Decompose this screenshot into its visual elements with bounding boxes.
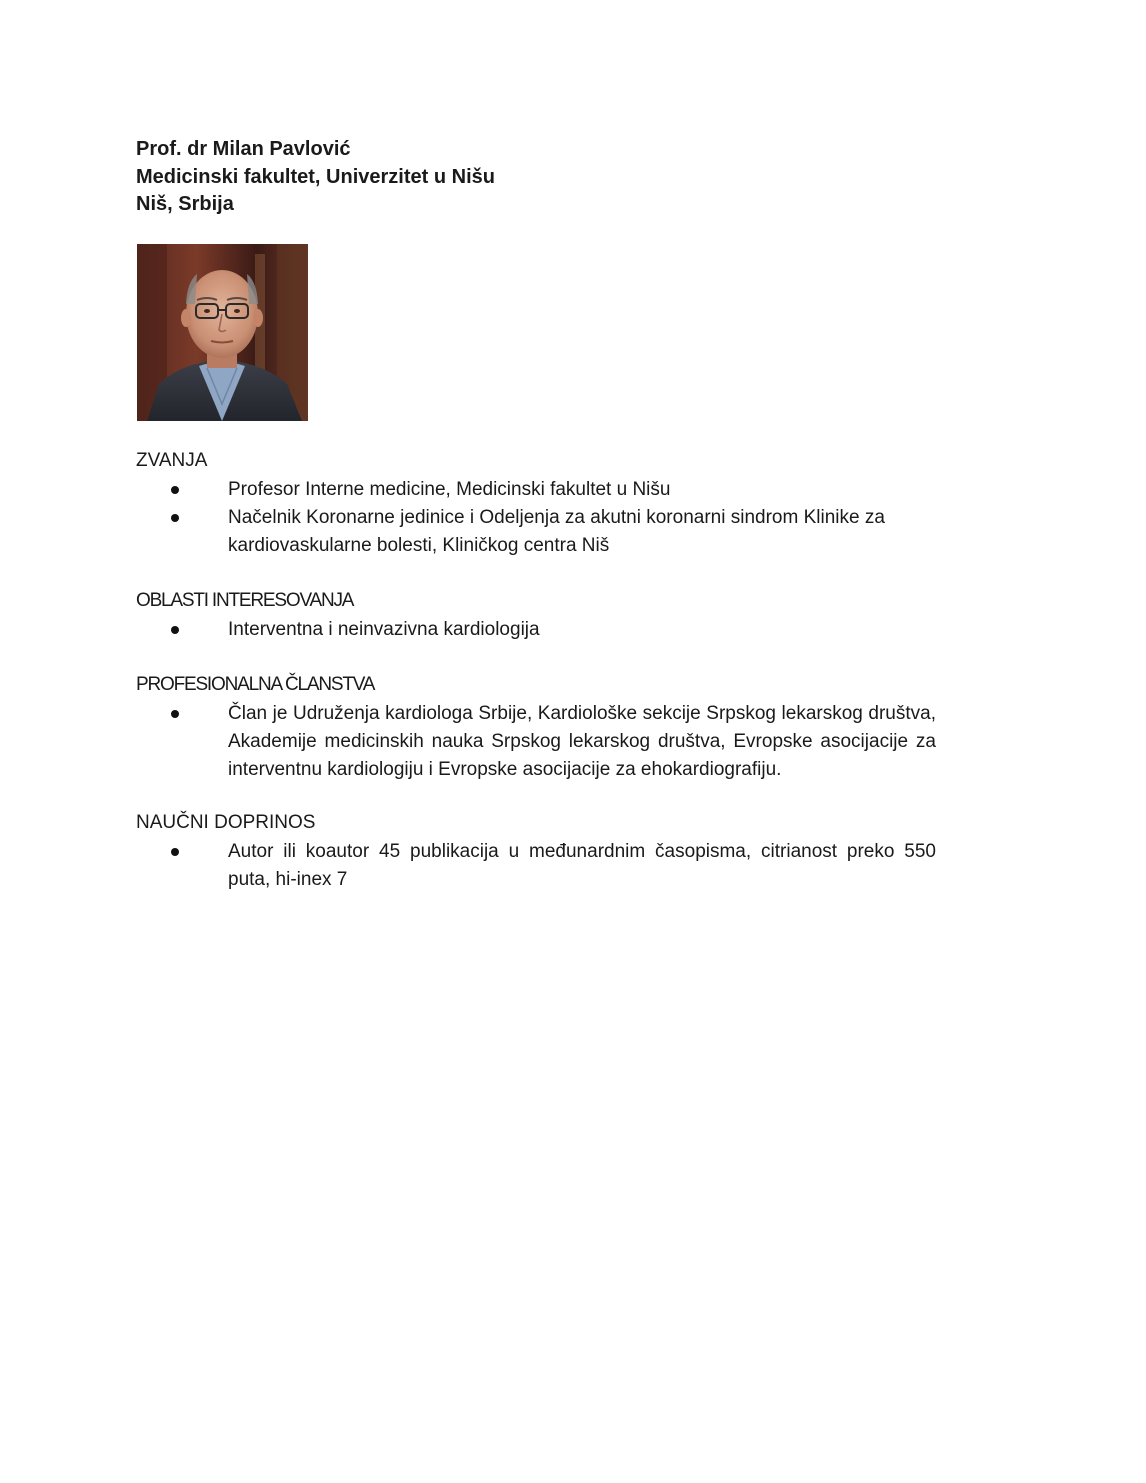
list-item [136, 700, 936, 784]
list-item-text: Profesor Interne medicine, Medicinski fakultet u Nišu [228, 479, 671, 500]
doprinos-list [136, 838, 936, 894]
list-item-text: Član je Udruženja kardiologa Srbije, Kardiološke sekcije Srpskog lekarskog društva, Akademije medicinskih nauka Srpskog lekarskog društva, Evropske asocijacije za interventnu kardiologiju i Evropske asocijacije za ehokardiografiju. [228, 703, 936, 780]
section-heading-clanstva: PROFESIONALNA ČLANSTVA [136, 674, 375, 695]
list-item-text: Autor ili koautor 45 publikacija u međunardnim časopisma, citrianost preko 550 puta, hi-inex 7 [228, 841, 936, 890]
list-item [136, 476, 936, 504]
list-item-text: Načelnik Koronarne jedinice i Odeljenja za akutni koronarni sindrom Klinike za kardiovaskularne bolesti, Kliničkog centra Niš [228, 507, 885, 556]
list-item [136, 616, 936, 644]
bullet-icon [171, 514, 179, 522]
bullet-icon [171, 626, 179, 634]
document-header [136, 136, 495, 219]
person-name: Prof. dr Milan Pavlović [136, 138, 351, 160]
location: Niš, Srbija [136, 193, 234, 215]
institution: Medicinski fakultet, Univerzitet u Nišu [136, 165, 495, 188]
zvanja-list [136, 476, 936, 560]
portrait-photo [137, 244, 308, 421]
list-item-text: Interventna i neinvazivna kardiologija [228, 619, 540, 640]
list-item [136, 838, 936, 894]
clanstva-list [136, 700, 936, 784]
section-heading-doprinos: NAUČNI DOPRINOS [136, 812, 316, 833]
list-item [136, 504, 936, 560]
bullet-icon [171, 848, 179, 856]
section-heading-zvanja: ZVANJA [136, 450, 208, 471]
oblasti-list [136, 616, 936, 644]
bullet-icon [171, 486, 179, 494]
section-heading-oblasti: OBLASTI INTERESOVANJA [136, 590, 354, 611]
bullet-icon [171, 710, 179, 718]
